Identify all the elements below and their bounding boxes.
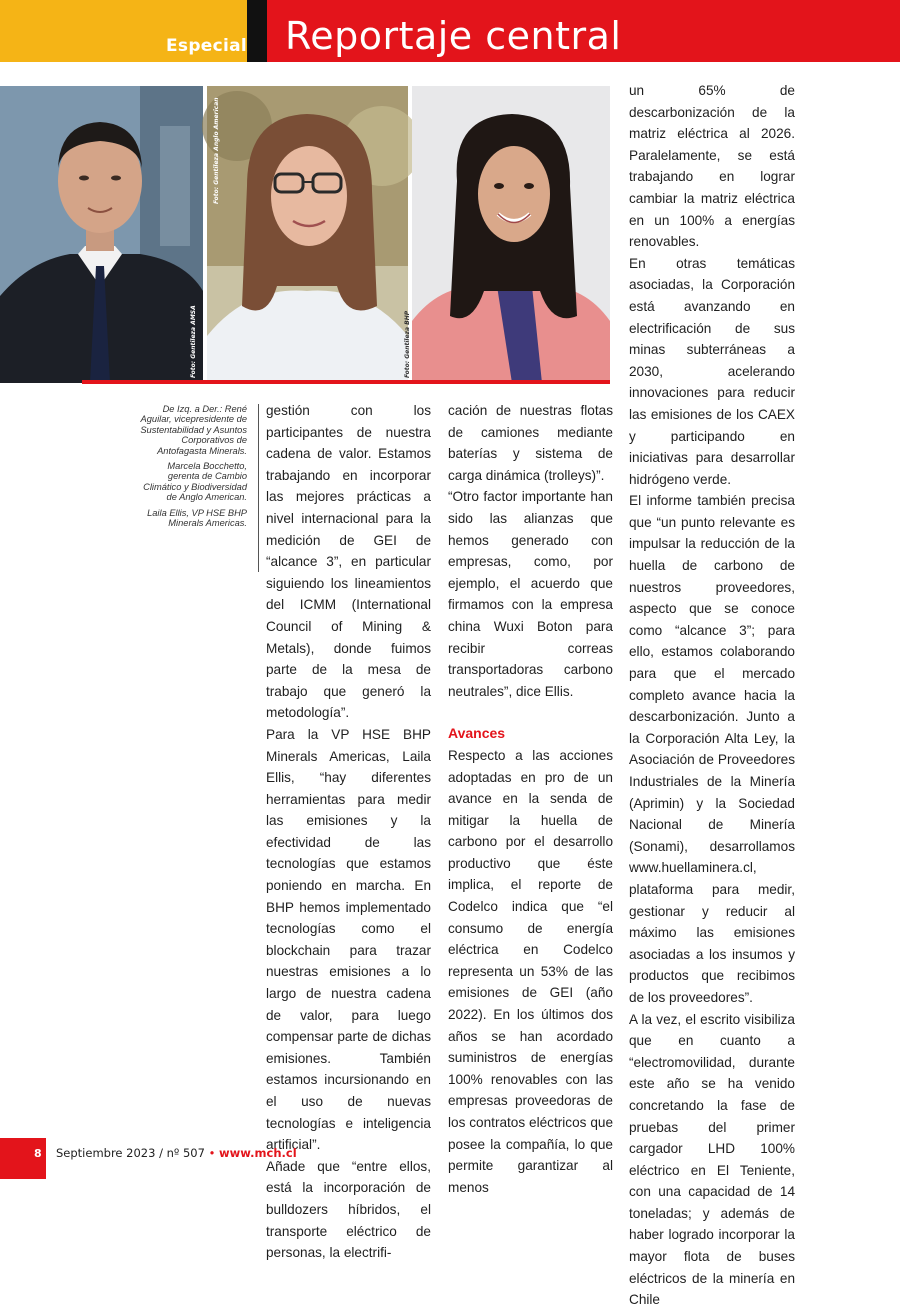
- paragraph: cación de nuestras flotas de camiones mediante baterías y sistema de carga dinámica (trolleys)”.: [448, 403, 613, 483]
- photo-credit: Foto: Gentileza Anglo American: [213, 97, 220, 204]
- footer-issue: [56, 1146, 297, 1160]
- paragraph: En otras temáticas asociadas, la Corporación está avanzando en electrificación de sus minas subterráneas a 2030, acelerando innovaciones para reducir las emisiones de los CAEX y participando en iniciativas para desarrollar hidrógeno verde.: [629, 255, 795, 487]
- section-label: Especial: [166, 36, 248, 56]
- paragraph: El informe también precisa que “un punto relevante es impulsar la reducción de la huella de carbono de nuestros proveedores, aspecto que se conoce como “alcance 3”; para ello, estamos colaborando para que el mercado completo avance hacia la descarbonización. Junto a la Corporación Alta Ley, la Asociación de Proveedores Industriales de la Minería (Aprimin) y la Sociedad Nacional de Minería (Sonami), desarrollamos www.huellaminera.cl, plataforma para medir, gestionar y reducir al máximo las emisiones asociadas a los insumos y productos que recibimos de los proveedores”.: [629, 493, 795, 1005]
- paragraph: gestión con los participantes de nuestra cadena de valor. Estamos trabajando en incorporar las mejores prácticas a nivel internacional para la medición de GEI de “alcance 3”, en particular siguiendo los lineamientos del ICMM (International Council of Mining & Metals), donde fuimos parte de la mesa de trabajo que generó la metodología”.: [266, 403, 431, 721]
- paragraph: A la vez, el escrito visibiliza que en cuanto a “electromovilidad, durante este año se ha venido concretando la fase de pruebas del primer cargador LHD 100% eléctrico en El Teniente, con una capacidad de 14 toneladas; y además de haber logrado incorporar la mayor flota de buses eléctricos de la minería en Chile: [629, 1011, 795, 1308]
- photo-rene-aguilar: [0, 86, 203, 383]
- article-column-1: [266, 400, 431, 1264]
- caption-line: Marcela Bocchetto, gerenta de Cambio Climático y Biodiversidad de Anglo American.: [143, 461, 247, 503]
- paragraph: Respecto a las acciones adoptadas en pro de un avance en la senda de mitigar la huella de carbono por el desarrollo productivo que éste implica, el reporte de Codelco indica que “el consumo de energía eléctrica en Codelco representa un 53% de las emisiones de GEI (año 2022). En los últimos dos años se han acordado suministros de energías 100% renovables con las empresas proveedoras de los contratos eléctricos que posee la compañía, lo que permite garantizar al menos: [448, 747, 613, 1195]
- article-column-2: [448, 400, 613, 1198]
- site-link[interactable]: www.mch.cl: [219, 1146, 297, 1160]
- article-column-3: [629, 80, 795, 1311]
- paragraph: un 65% de descarbonización de la matriz eléctrica al 2026. Paralelamente, se está trabajando en lograr cambiar la matriz eléctrica en un 100% a energías renovables.: [629, 83, 795, 250]
- paragraph: “Otro factor importante han sido las alianzas que hemos generado con empresas, como, por ejemplo, el acuerdo que firmamos con la empresa china Wuxi Boton para recibir correas transportadoras carbono neutrales”, dice Ellis.: [448, 489, 613, 699]
- photo-credit: Foto: Gentileza AMSA: [190, 305, 197, 378]
- photo-marcela-bocchetto: [207, 86, 408, 383]
- portrait-illustration: [0, 86, 203, 383]
- paragraph: Para la VP HSE BHP Minerals Americas, Laila Ellis, “hay diferentes herramientas para medir las emisiones y la efectividad de las tecnologías que estamos poniendo en marcha. En BHP hemos implementado tecnologías como el blockchain para trazar nuestras emisiones a lo largo de nuestra cadena de valor, para luego compensar parte de dichas emisiones. También estamos incursionando en el uso de nuevas tecnologías e inteligencia artificial”.: [266, 726, 431, 1153]
- portrait-illustration: [412, 86, 610, 383]
- caption-line: Laila Ellis, VP HSE BHP Minerals Americas.: [147, 507, 247, 529]
- photo-laila-ellis: [404, 86, 610, 383]
- issue-label: Septiembre 2023 / nº 507: [56, 1146, 205, 1160]
- portrait-illustration: [207, 86, 408, 383]
- photo-caption: [140, 404, 247, 533]
- footer-separator: •: [208, 1146, 216, 1160]
- page-title: Reportaje central: [285, 14, 622, 58]
- paragraph: Añade que “entre ellos, está la incorporación de bulldozers híbridos, el transporte eléctrico de personas, la electrifi-: [266, 1158, 431, 1261]
- header-divider-band: [247, 0, 267, 62]
- photo-rule: [82, 380, 610, 384]
- page-number: 8: [34, 1147, 42, 1160]
- caption-divider: [258, 404, 259, 572]
- caption-line: De Izq. a Der.: René Aguilar, vicepresidente de Sustentabilidad y Asuntos Corporativos de Antofagasta Minerals.: [140, 404, 247, 456]
- section-subhead: Avances: [448, 725, 506, 742]
- photo-credit: Foto: Gentileza BHP: [404, 310, 411, 378]
